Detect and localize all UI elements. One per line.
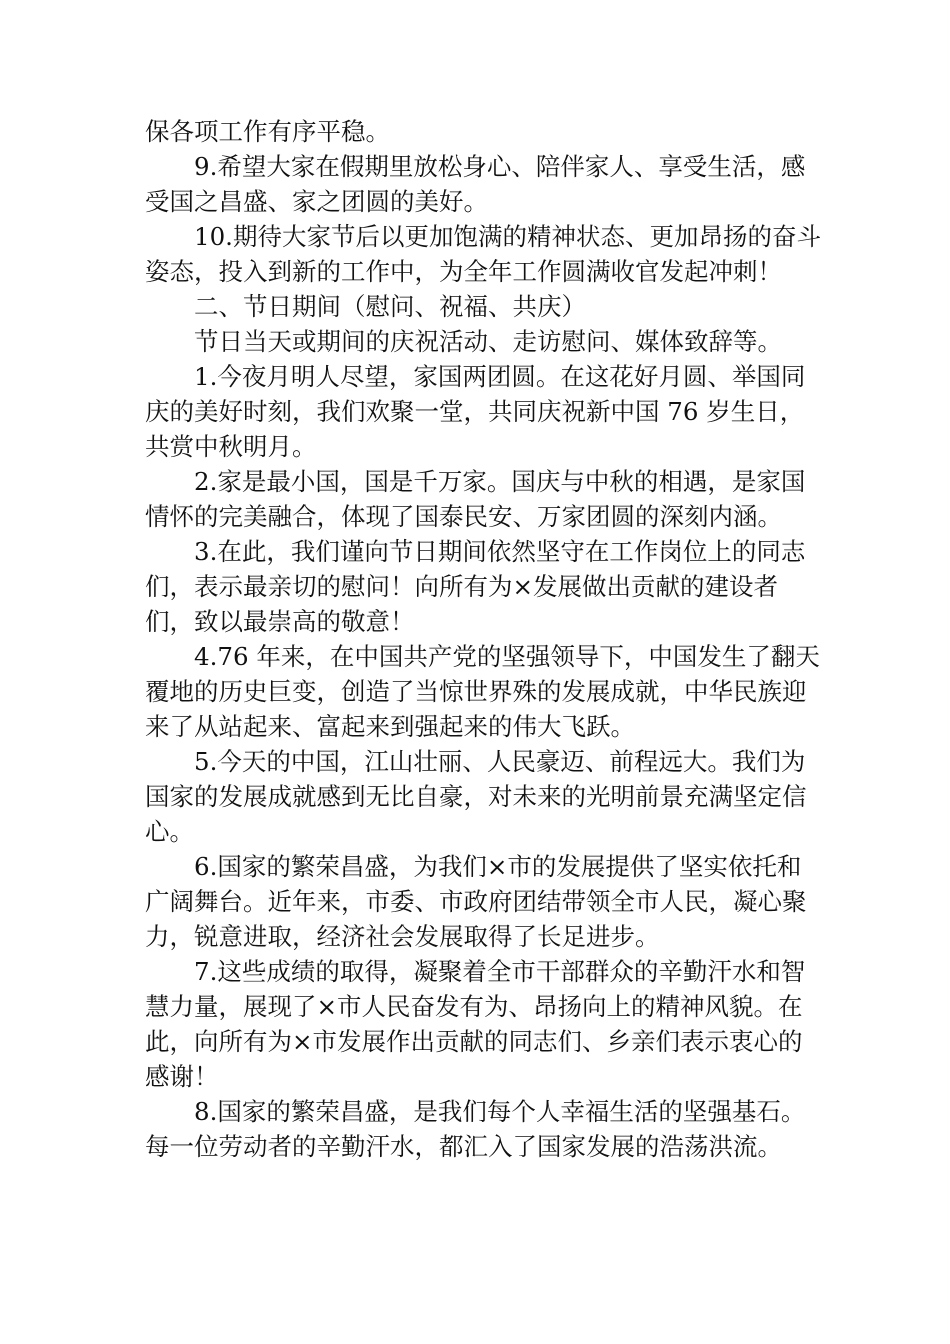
paragraph-item-5: 5.今天的中国，江山壮丽、人民豪迈、前程远大。我们为国家的发展成就感到无比自豪，对未来的光明前景充满坚定信心。	[145, 747, 807, 846]
paragraph-item-1: 1.今夜月明人尽望，家国两团圆。在这花好月圆、举国同庆的美好时刻，我们欢聚一堂，共同庆祝新中国 76 岁生日，共赏中秋明月。	[145, 362, 806, 461]
paragraph-item-4: 4.76 年来，在中国共产党的坚强领导下，中国发生了翻天覆地的历史巨变，创造了当惊世界殊的发展成就，中华民族迎来了从站起来、富起来到强起来的伟大飞跃。	[145, 642, 820, 741]
paragraph-item-3: 3.在此，我们谨向节日期间依然坚守在工作岗位上的同志们，表示最亲切的慰问！向所有为×发展做出贡献的建设者们，致以最崇高的敬意！	[145, 537, 806, 636]
paragraph-item-6: 6.国家的繁荣昌盛，为我们×市的发展提供了坚实依托和广阔舞台。近年来，市委、市政府团结带领全市人民，凝心聚力，锐意进取，经济社会发展取得了长足进步。	[145, 852, 807, 951]
paragraph-item-10: 10.期待大家节后以更加饱满的精神状态、更加昂扬的奋斗姿态，投入到新的工作中，为全年工作圆满收官发起冲刺！	[145, 222, 821, 286]
section-intro: 节日当天或期间的庆祝活动、走访慰问、媒体致辞等。	[194, 327, 782, 356]
document-body	[145, 114, 825, 1164]
paragraph-item-7: 7.这些成绩的取得，凝聚着全市干部群众的辛勤汗水和智慧力量，展现了×市人民奋发有为、昂扬向上的精神风貌。在此，向所有为×市发展作出贡献的同志们、乡亲们表示衷心的感谢！	[145, 957, 806, 1091]
paragraph-item-2: 2.家是最小国，国是千万家。国庆与中秋的相遇，是家国情怀的完美融合，体现了国泰民安、万家团圆的深刻内涵。	[145, 467, 806, 531]
paragraph-item-9: 9.希望大家在假期里放松身心、陪伴家人、享受生活，感受国之昌盛、家之团圆的美好。	[145, 152, 806, 216]
section-heading: 二、节日期间（慰问、祝福、共庆）	[194, 292, 586, 321]
paragraph-continuation: 保各项工作有序平稳。	[145, 117, 390, 146]
paragraph-item-8: 8.国家的繁荣昌盛，是我们每个人幸福生活的坚强基石。每一位劳动者的辛勤汗水，都汇入了国家发展的浩荡洪流。	[145, 1097, 806, 1161]
